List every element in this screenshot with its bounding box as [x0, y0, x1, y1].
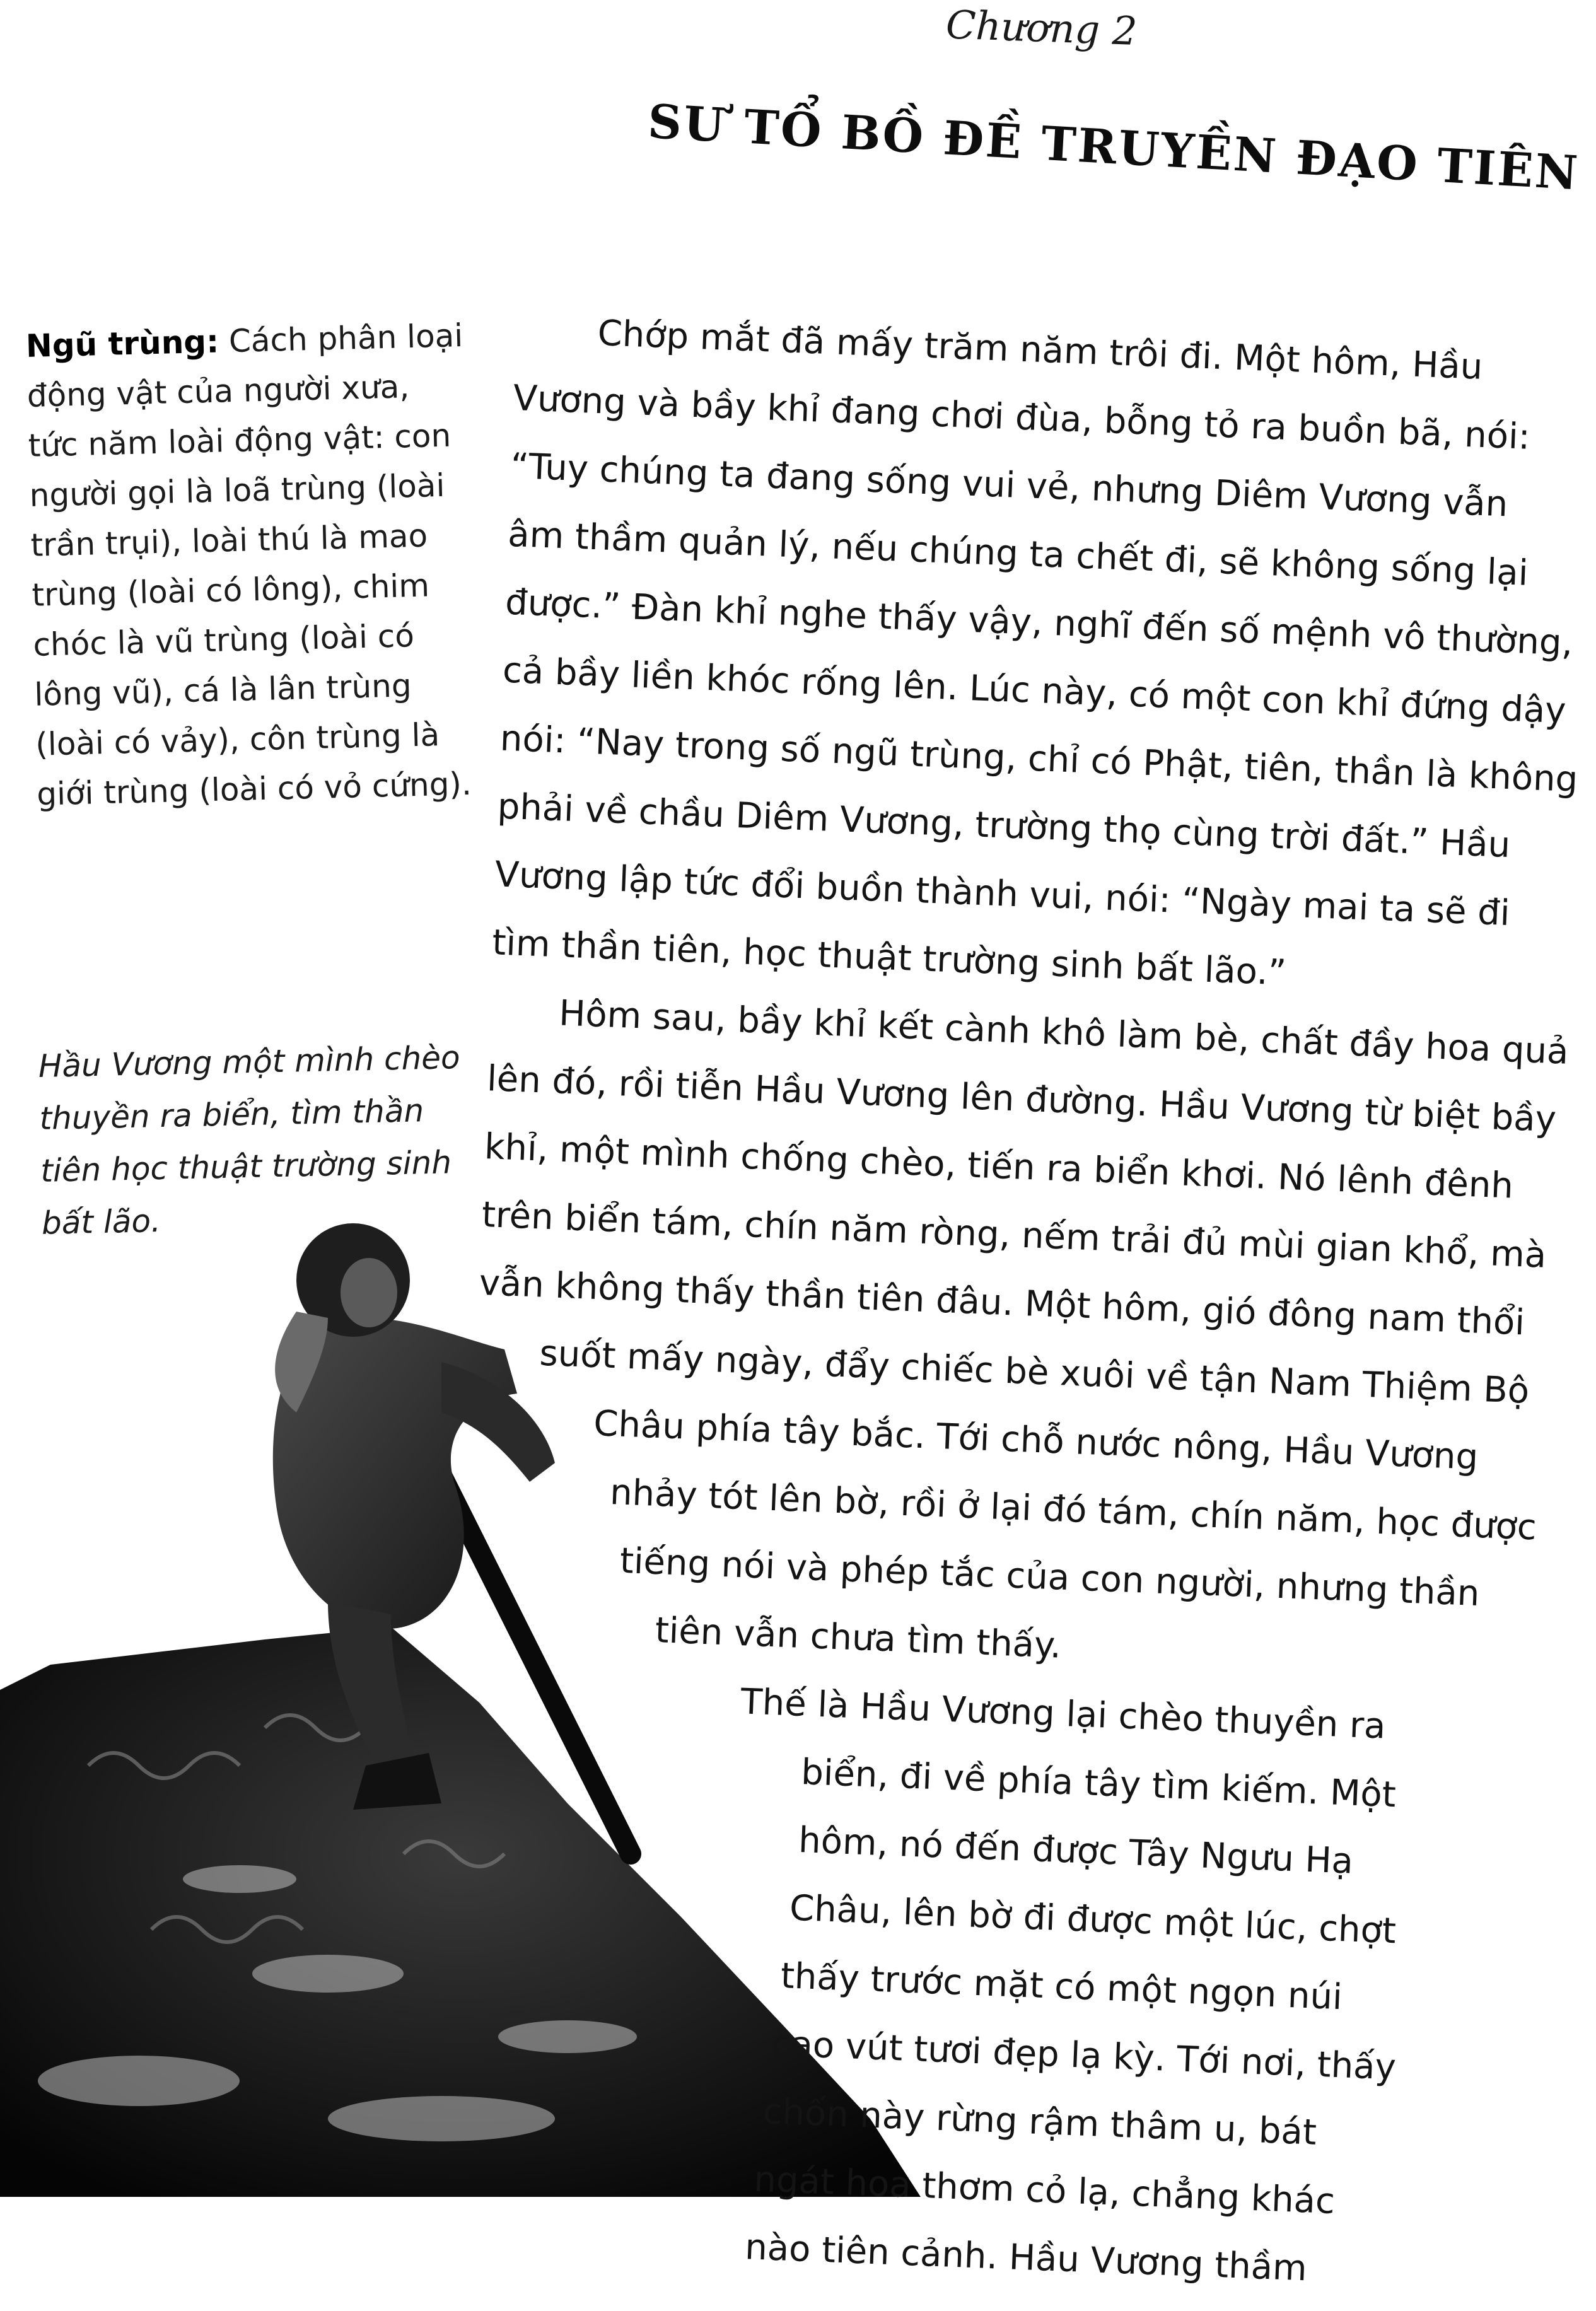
body-line: Thế là Hầu Vương lại chèo thuyền ra — [740, 1681, 1387, 1747]
body-text — [441, 296, 1579, 2305]
body-line: chốn này rừng rậm thâm u, bát — [762, 2091, 1318, 2153]
body-line: âm thầm quản lý, nếu chúng ta chết đi, sẽ không sống lại — [507, 513, 1529, 594]
body-line: hôm, nó đến được Tây Ngưu Hạ — [798, 1819, 1354, 1882]
sidebar-note-term: Ngũ trùng: — [25, 323, 219, 364]
body-line: phải về chầu Diêm Vương, trường thọ cùng trời đất.” Hầu — [496, 786, 1512, 866]
body-line: khỉ, một mình chống chèo, tiến ra biển khơi. Nó lênh đênh — [483, 1126, 1515, 1207]
sidebar-note-definition: Cách phân loại động vật của người xưa, tức năm loài động vật: con người gọi là loã trùng (loài trần trụi), loài thú là mao trùng (loài có lông), chim chóc là vũ trùng (loài có lông vũ), cá là lân trùng (loài có vảy), côn trùng là giới trùng (loài có vỏ cứng). — [26, 317, 472, 813]
body-line: Vương lập tức đổi buồn thành vui, nói: “Ngày mai ta sẽ đi — [494, 854, 1511, 934]
body-line: trên biển tám, chín năm ròng, nếm trải đủ mùi gian khổ, mà — [481, 1194, 1547, 1276]
chapter-title: SƯ TỔ BỒ ĐỀ TRUYỀN ĐẠO TIÊN — [646, 95, 1581, 201]
body-line: “Tuy chúng ta đang sống vui vẻ, nhưng Diêm Vương vẫn — [510, 445, 1509, 525]
body-line: Chớp mắt đã mấy trăm năm trôi đi. Một hôm, Hầu — [597, 312, 1484, 388]
body-line: thấy trước mặt có một ngọn núi — [779, 1955, 1343, 2018]
body-line: được.” Đàn khỉ nghe thấy vậy, nghĩ đến số mệnh vô thường, — [504, 581, 1574, 664]
sidebar-note — [25, 311, 479, 820]
body-line: tiếng nói và phép tắc của con người, nhưng thần — [619, 1540, 1481, 1615]
body-line: ngát hoa thơm cỏ lạ, chẳng khác — [753, 2158, 1336, 2222]
body-line: biển, đi về phía tây tìm kiếm. Một — [800, 1752, 1397, 1816]
body-line: tiên vẫn chưa tìm thấy. — [654, 1609, 1063, 1667]
body-line: nói: “Nay trong số ngũ trùng, chỉ có Phật, tiên, thần là không — [499, 718, 1579, 801]
body-line: cao vút tươi đẹp lạ kỳ. Tới nơi, thấy — [771, 2023, 1397, 2088]
body-line: tìm thần tiên, học thuật trường sinh bất lão.” — [491, 922, 1287, 994]
body-line: Vương và bầy khỉ đang chơi đùa, bỗng tỏ ra buồn bã, nói: — [512, 377, 1531, 458]
body-line: nào tiên cảnh. Hầu Vương thầm — [744, 2227, 1308, 2290]
body-line: Châu phía tây bắc. Tới chỗ nước nông, Hầu Vương — [593, 1403, 1479, 1478]
body-line: Châu, lên bờ đi được một lúc, chợt — [788, 1887, 1397, 1952]
body-line: suốt mấy ngày, đẩy chiếc bè xuôi về tận Nam Thiệm Bộ — [539, 1332, 1530, 1412]
body-line: nhảy tót lên bờ, rồi ở lại đó tám, chín năm, học được — [609, 1472, 1537, 1549]
monkey-face — [341, 1258, 397, 1327]
illustration-caption: Hầu Vương một mình chèo thuyền ra biển, tìm thần tiên học thuật trường sinh bất lão. — [38, 1039, 461, 1242]
chapter-label: Chương 2 — [945, 1, 1138, 54]
body-line: Hôm sau, bầy khỉ kết cành khô làm bè, chất đầy hoa quả — [558, 993, 1570, 1073]
body-line: lên đó, rồi tiễn Hầu Vương lên đường. Hầu Vương từ biệt bầy — [486, 1058, 1558, 1141]
body-line: vẫn không thấy thần tiên đâu. Một hôm, gió đông nam thổi — [478, 1262, 1526, 1344]
body-line: cả bầy liền khóc rống lên. Lúc này, có một con khỉ đứng dậy — [501, 649, 1567, 732]
